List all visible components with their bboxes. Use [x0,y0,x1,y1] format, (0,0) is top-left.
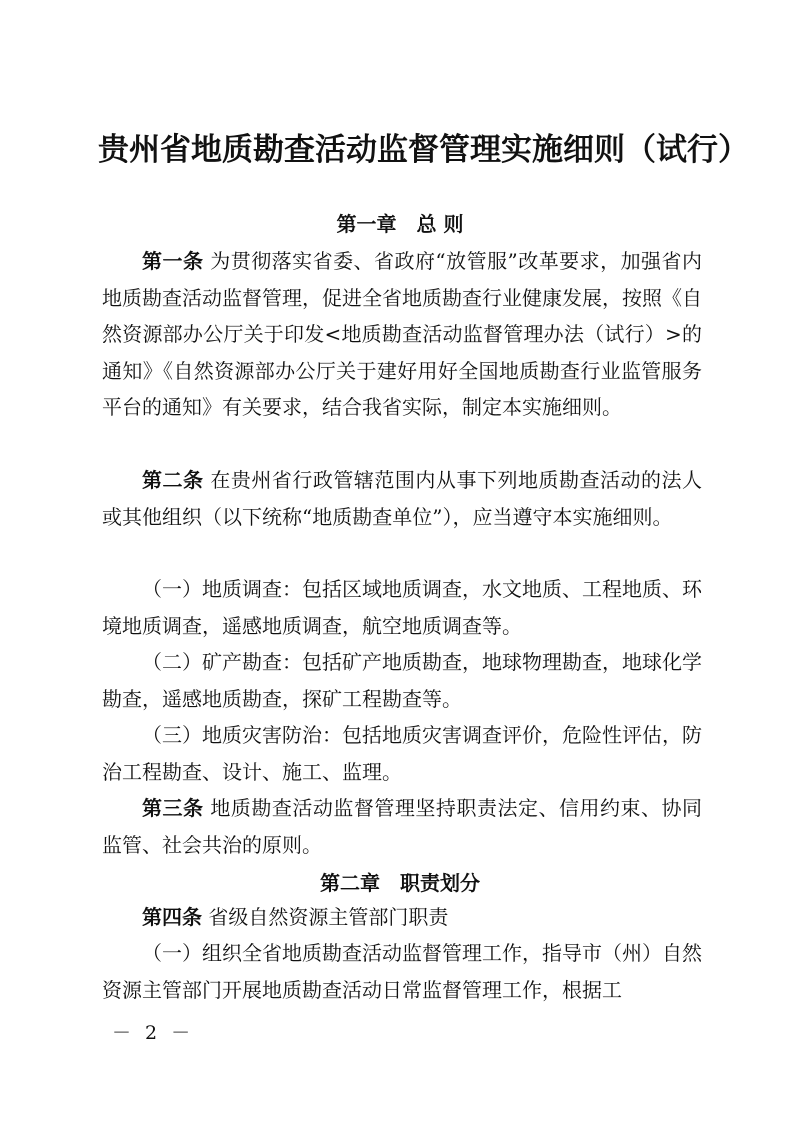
article-1-label: 第一条 [142,249,204,273]
document-title: 贵州省地质勘查活动监督管理实施细则（试行） [98,132,749,168]
article-2-item-1: （一）地质调查：包括区域地质调查，水文地质、工程地质、环境地质调查，遥感地质调查，航空地质调查等。 [102,577,702,638]
article-2-item-3: （三）地质灾害防治：包括地质灾害调查评价，危险性评估，防治工程勘查、设计、施工、监理。 [102,723,702,784]
article-3 [102,790,702,863]
article-4 [102,899,702,936]
article-3-label: 第三条 [142,796,204,820]
article-2-text: 在贵州省行政管辖范围内从事下列地质勘查活动的法人或其他组织（以下统称“地质勘查单位”），应当遵守本实施细则。 [102,468,702,529]
article-2-item-2: （二）矿产勘查：包括矿产地质勘查，地球物理勘查，地球化学勘查，遥感地质勘查，探矿工程勘查等。 [102,650,702,711]
article-4-text: 省级自然资源主管部门职责 [202,905,449,929]
article-2-label: 第二条 [142,468,204,492]
chapter-1-heading: 第一章 总 则 [336,212,464,236]
article-2 [102,462,702,535]
article-4-item-1: （一）组织全省地质勘查活动监督管理工作，指导市（州）自然资源主管部门开展地质勘查活动日常监督管理工作，根据工 [102,941,702,1002]
article-3-text: 地质勘查活动监督管理坚持职责法定、信用约束、协同监管、社会共治的原则。 [102,796,702,857]
article-1 [102,243,702,426]
article-1-text: 为贯彻落实省委、省政府“放管服”改革要求，加强省内地质勘查活动监督管理，促进全省地质勘查行业健康发展，按照《自然资源部办公厅关于印发<地质勘查活动监督管理办法（试行）>的通知》《自然资源部办公厅关于建好用好全国地质勘查行业监管服务平台的通知》有关要求，结合我省实际，制定本实施细则。 [102,249,703,419]
article-4-label: 第四条 [142,905,202,929]
page-number: － 2 － [112,1022,195,1044]
chapter-2-heading: 第二章 职责划分 [320,871,480,895]
